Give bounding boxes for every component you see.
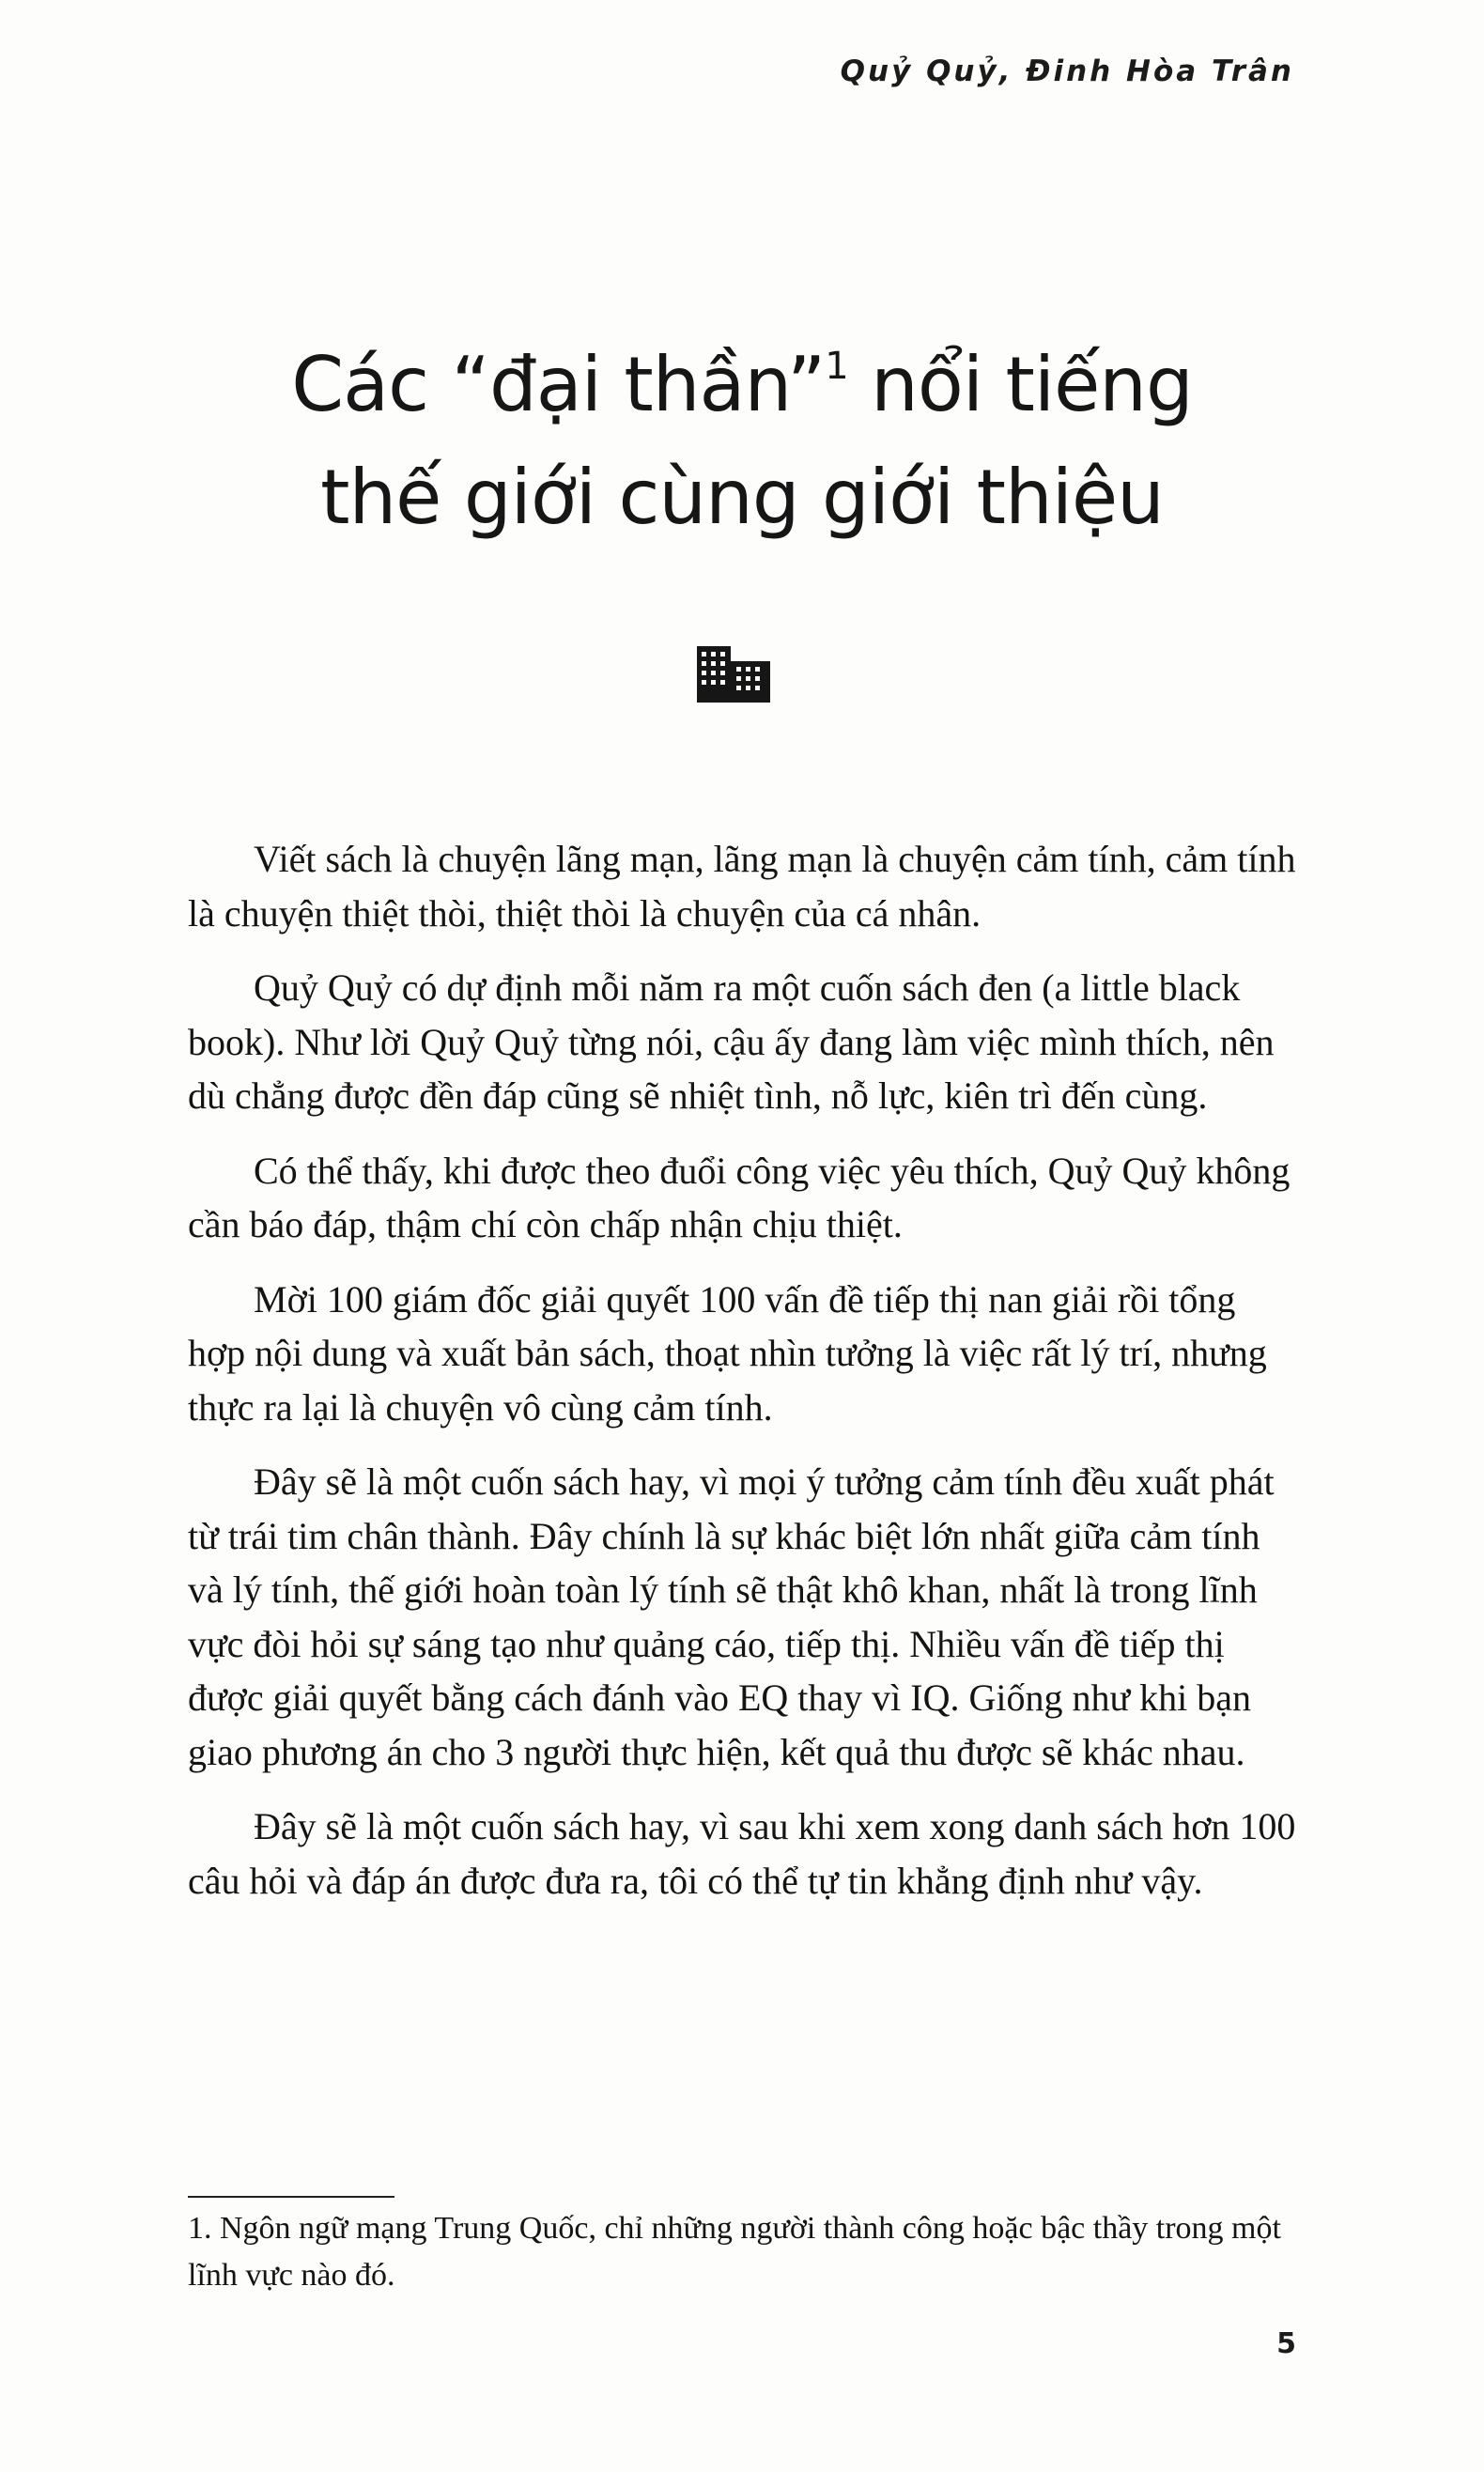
paragraph-1: Viết sách là chuyện lãng mạn, lãng mạn là chuyện cảm tính, cảm tính là chuyện thiệt thòi, thiệt thòi là chuyện của cá nhân. [188, 838, 1296, 935]
footnote-marker: 1 [825, 345, 848, 388]
paragraph-3: Có thể thấy, khi được theo đuổi công việc yêu thích, Quỷ Quỷ không cần báo đáp, thậm chí còn chấp nhận chịu thiệt. [188, 1149, 1291, 1245]
page-number: 5 [1276, 2327, 1296, 2360]
paragraph-4: Mời 100 giám đốc giải quyết 100 vấn đề tiếp thị nan giải rồi tổng hợp nội dung và xuất bản sách, thoạt nhìn tưởng là việc rất lý trí, nhưng thực ra lại là chuyện vô cùng cảm tính. [188, 1277, 1267, 1429]
chapter-title-rest: nổi tiếng [847, 341, 1193, 428]
building-ornament-icon [697, 646, 770, 703]
chapter-title-main: Các “đại thần” [291, 341, 826, 428]
footnote: 1. Ngôn ngữ mạng Trung Quốc, chỉ những người thành công hoặc bậc thầy trong một lĩnh vực nào đó. [188, 2211, 1281, 2293]
paragraph-2: Quỷ Quỷ có dự định mỗi năm ra một cuốn sách đen (a little black book). Như lời Quỷ Quỷ từng nói, cậu ấy đang làm việc mình thích, nên dù chẳng được đền đáp cũng sẽ nhiệt tình, nỗ lực, kiên trì đến cùng. [188, 966, 1275, 1117]
paragraph-5: Đây sẽ là một cuốn sách hay, vì mọi ý tưởng cảm tính đều xuất phát từ trái tim chân thành. Đây chính là sự khác biệt lớn nhất giữa cảm tính và lý tính, thế giới hoàn toàn lý tính sẽ thật khô khan, nhất là trong lĩnh vực đòi hỏi sự sáng tạo như quảng cáo, tiếp thị. Nhiều vấn đề tiếp thị được giải quyết bằng cách đánh vào EQ thay vì IQ. Giống như khi bạn giao phương án cho 3 người thực hiện, kết quả thu được sẽ khác nhau. [188, 1460, 1275, 1773]
paragraph-6: Đây sẽ là một cuốn sách hay, vì sau khi xem xong danh sách hơn 100 câu hỏi và đáp án được đưa ra, tôi có thể tự tin khẳng định như vậy. [188, 1805, 1296, 1902]
body-text [188, 832, 1298, 1928]
footnote-divider [188, 2196, 394, 2198]
chapter-title-line-2: thế giới cùng giới thiệu [320, 454, 1164, 541]
chapter-title [0, 310, 1484, 554]
chapter-title-line-1 [0, 310, 1484, 441]
running-header: Quỷ Quỷ, Đinh Hòa Trân [840, 54, 1294, 88]
